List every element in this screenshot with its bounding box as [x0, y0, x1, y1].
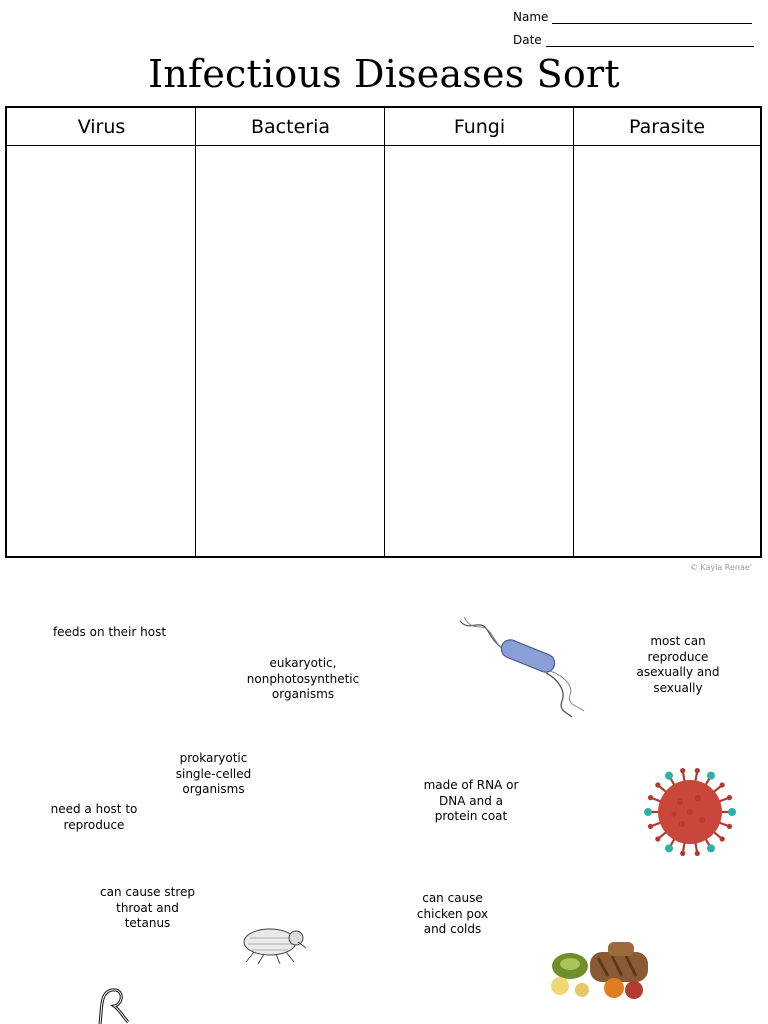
flea-icon[interactable] — [240, 922, 308, 966]
sort-card[interactable]: eukaryotic, nonphotosynthetic organisms — [246, 656, 360, 701]
copyright-text: © Kayla Renae' — [689, 563, 752, 572]
sort-card[interactable]: most can reproduce asexually and sexually — [636, 634, 720, 695]
worm-icon[interactable] — [90, 984, 130, 1024]
sort-card[interactable]: feeds on their host — [52, 625, 167, 639]
sort-table — [5, 106, 762, 558]
bacterium-icon[interactable] — [458, 615, 588, 719]
date-label: Date — [513, 33, 542, 47]
date-field[interactable] — [513, 33, 754, 47]
column-divider — [573, 108, 574, 556]
sort-card[interactable]: can cause strep throat and tetanus — [100, 885, 196, 930]
sort-card[interactable]: need a host to reproduce — [50, 802, 138, 832]
column-fungi: Fungi — [385, 108, 574, 146]
name-label: Name — [513, 10, 549, 24]
virus-icon[interactable] — [640, 764, 740, 860]
column-divider — [384, 108, 385, 556]
page-title: Infectious Diseases Sort — [148, 52, 620, 96]
name-line[interactable] — [552, 11, 752, 24]
column-bacteria: Bacteria — [196, 108, 385, 146]
sort-card[interactable]: can cause chicken pox and colds — [416, 891, 489, 936]
column-parasite: Parasite — [574, 108, 760, 146]
sort-card[interactable]: made of RNA or DNA and a protein coat — [423, 778, 519, 823]
moldy-food-icon[interactable] — [548, 940, 652, 1002]
column-virus: Virus — [7, 108, 196, 146]
sort-card[interactable]: prokaryotic single-celled organisms — [175, 751, 252, 796]
column-divider — [195, 108, 196, 556]
date-line[interactable] — [546, 34, 754, 47]
name-field[interactable] — [513, 10, 752, 24]
